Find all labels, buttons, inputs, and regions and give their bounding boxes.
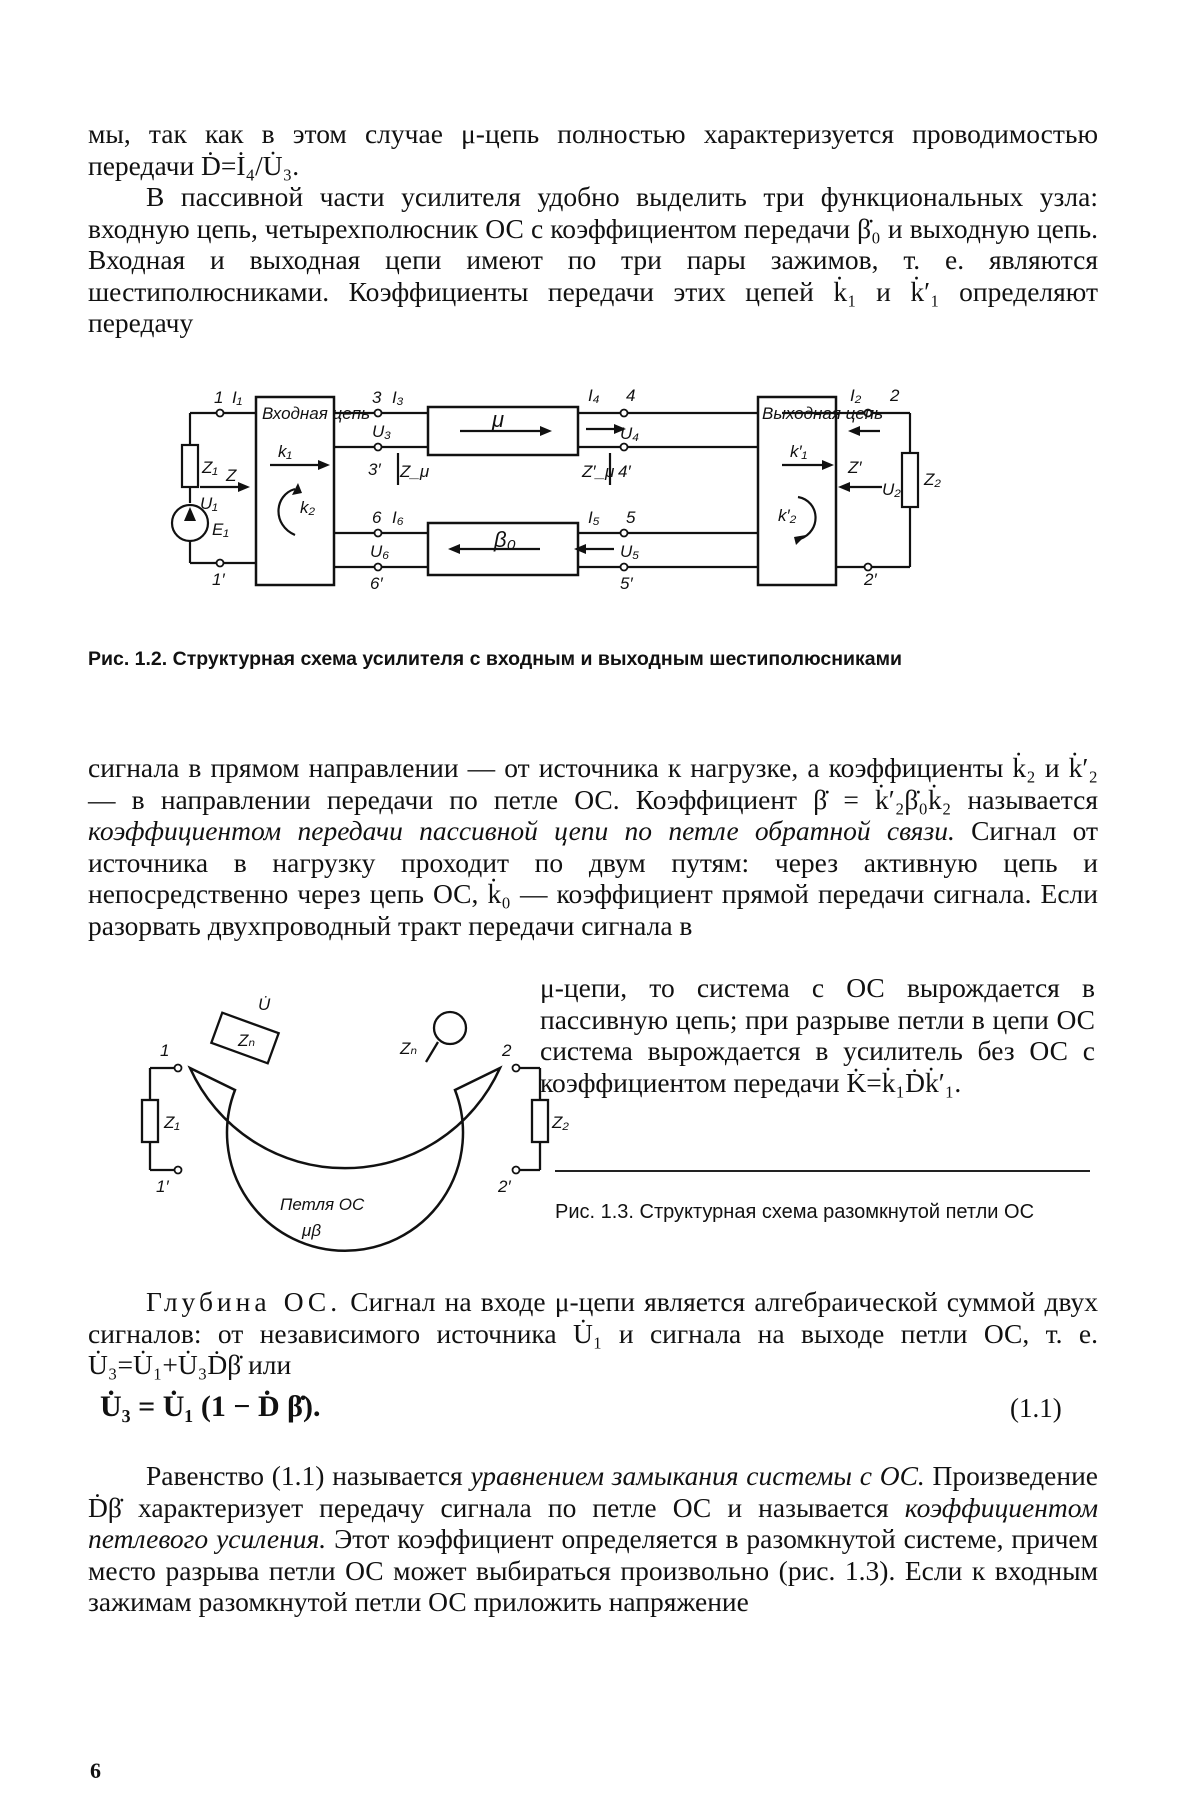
caption-rule	[555, 1170, 1090, 1172]
output-block-title: Выходная цепь	[762, 404, 884, 423]
closure-italic-2: коэффициентом петлевого усиления.	[88, 1491, 1099, 1554]
zn-right-label: Zₙ	[400, 1039, 418, 1058]
I4-label: I₄	[588, 386, 600, 405]
t5-label: 5	[626, 508, 636, 527]
fig2-t1-label: 1	[160, 1041, 170, 1060]
t5p-label: 5′	[620, 574, 633, 593]
right-column-text	[540, 972, 1095, 1098]
output-block-k1: k′₁	[790, 442, 808, 461]
paragraph-passive: В пассивной части усилителя удобно выделить три функциональных узла: входную цепь, четырехполюсник ОС с коэффициентом передачи β̇₀ и выходную цепь. Входная и выходная цепи имеют по три пары зажимов, т. е. являются шестиполюсниками. Коэффициенты передачи этих цепей k̇₁ и k̇′₁ определяют передачу	[88, 181, 1098, 338]
t4-label: 4	[626, 386, 636, 405]
page-number: 6	[90, 1758, 101, 1783]
depth-text-block	[88, 1286, 1098, 1381]
depth-text: Сигнал на входе μ-цепи является алгебраической суммой двух сигналов: от независимого источника U̇₁ и сигнала на выходе петли ОС, т. е. U̇₃=U̇₁+U̇₃Ḋβ̇ или	[88, 1286, 1098, 1380]
input-block-title: Входная цепь	[262, 404, 371, 423]
t3-label: 3	[372, 388, 382, 407]
closing-text-block	[88, 1460, 1098, 1618]
I5-label: I₅	[588, 508, 600, 527]
loop-title: Петля ОС	[280, 1195, 365, 1214]
t6-label: 6	[372, 508, 382, 527]
I1-label: I₁	[232, 388, 243, 407]
fig2-z2-label: Z₂	[552, 1113, 569, 1132]
Zp-label: Z′	[848, 458, 862, 477]
loop-sub: μβ	[302, 1221, 322, 1240]
mu-label: μ	[492, 407, 505, 432]
t2-label: 2	[890, 386, 900, 405]
input-block-k1: k₁	[278, 442, 292, 461]
u-source-label: U̇	[258, 995, 271, 1014]
U5-label: U₅	[620, 542, 640, 561]
U1-label: U₁	[200, 494, 218, 513]
signal-text-block	[88, 752, 1098, 941]
I2-label: I₂	[850, 386, 862, 405]
fig2-t2p-label: 2′	[498, 1177, 511, 1196]
Z-label: Z	[226, 466, 237, 485]
t2p-label: 2′	[864, 570, 877, 589]
U4-label: U₄	[620, 424, 640, 443]
figure-1-3-caption: Рис. 1.3. Структурная схема разомкнутой петли ОС	[555, 1201, 1035, 1223]
equation-1-1: U̇₃ = U̇₁ (1 − Ḋ β̇).	[100, 1390, 321, 1423]
fig2-t2-label: 2	[502, 1041, 512, 1060]
I6-label: I₆	[392, 508, 404, 527]
t1-label: 1	[214, 388, 224, 407]
paragraph-depth	[88, 1286, 1098, 1381]
U3-label: U₃	[372, 422, 392, 441]
E1-label: E₁	[212, 520, 229, 539]
paragraph-signal-italic: коэффициентом передачи пассивной цепи по петле обратной связи.	[88, 815, 955, 846]
closure-b: Произведение Ḋβ̇ характеризует передачу сигнала по петле ОС и называется	[88, 1460, 1098, 1523]
paragraph-signal	[88, 752, 1098, 941]
t6p-label: 6′	[370, 574, 383, 593]
paragraph-signal-text: сигнала в прямом направлении — от источника к нагрузке, а коэффициенты k̇₂ и k̇′₂ — в направлении передачи по петле ОС. Коэффициент β̇ = k̇′₂β̇₀k̇₂ называется	[88, 752, 1098, 815]
output-block	[758, 397, 836, 585]
paragraph-signal-rest: Сигнал от источника в нагрузку проходит по двум путям: через активную цепь и непосредственно через цепь ОС, k̇₀ — коэффициент прямой передачи сигнала. Если разорвать двухпроводный тракт передачи сигнала в	[88, 815, 1098, 941]
closure-a: Равенство (1.1) называется	[146, 1460, 463, 1491]
U2-label: U₂	[882, 480, 901, 499]
Z2-label: Z₂	[924, 470, 941, 489]
figure-1-3-open-loop-diagram	[120, 995, 569, 1265]
equation-number: (1.1)	[1010, 1393, 1062, 1423]
t4p-label: 4′	[618, 462, 631, 481]
t3p-label: 3′	[368, 460, 381, 479]
paragraph-top: мы, так как в этом случае μ-цепь полностью характеризуется проводимостью передачи Ḋ=İ₄/U̇₃.	[88, 118, 1098, 181]
I3-label: I₃	[392, 388, 404, 407]
zn-left-label: Zₙ	[238, 1031, 256, 1050]
fig2-t1p-label: 1′	[156, 1177, 169, 1196]
fig2-z1-label: Z₁	[164, 1113, 180, 1132]
paragraph-right: μ-цепи, то система с ОС вырождается в пассивную цепь; при разрыве петли в цепи ОС система вырождается в усилитель без ОС с коэффициентом передачи K̇=k̇₁Ḋk̇′₁.	[540, 972, 1095, 1098]
closure-c: Этот коэффициент определяется в разомкнутой системе, причем место разрыва петли ОС может выбираться произвольно (рис. 1.3). Если к входным зажимам разомкнутой петли ОС приложить напряжение	[88, 1523, 1099, 1617]
beta0-label: β₀	[494, 527, 516, 552]
figure-1-2-caption: Рис. 1.2. Структурная схема усилителя с входным и выходным шестиполюсниками	[88, 648, 903, 670]
input-block-k2: k₂	[300, 498, 315, 517]
depth-heading: Глубина ОС.	[146, 1286, 342, 1317]
figure-1-2-amplifier-diagram	[170, 385, 990, 630]
t1p-label: 1′	[212, 570, 225, 589]
top-text-block	[88, 118, 1098, 339]
output-block-k2: k′₂	[778, 506, 797, 525]
closure-italic-1: уравнением замыкания системы с ОС.	[470, 1460, 925, 1491]
Zpmu-label: Z′_μ	[582, 462, 615, 481]
paragraph-closure	[88, 1460, 1098, 1618]
Z1-label: Z₁	[202, 458, 218, 477]
Zmu-label: Z_μ	[400, 462, 430, 481]
U6-label: U₆	[370, 542, 390, 561]
